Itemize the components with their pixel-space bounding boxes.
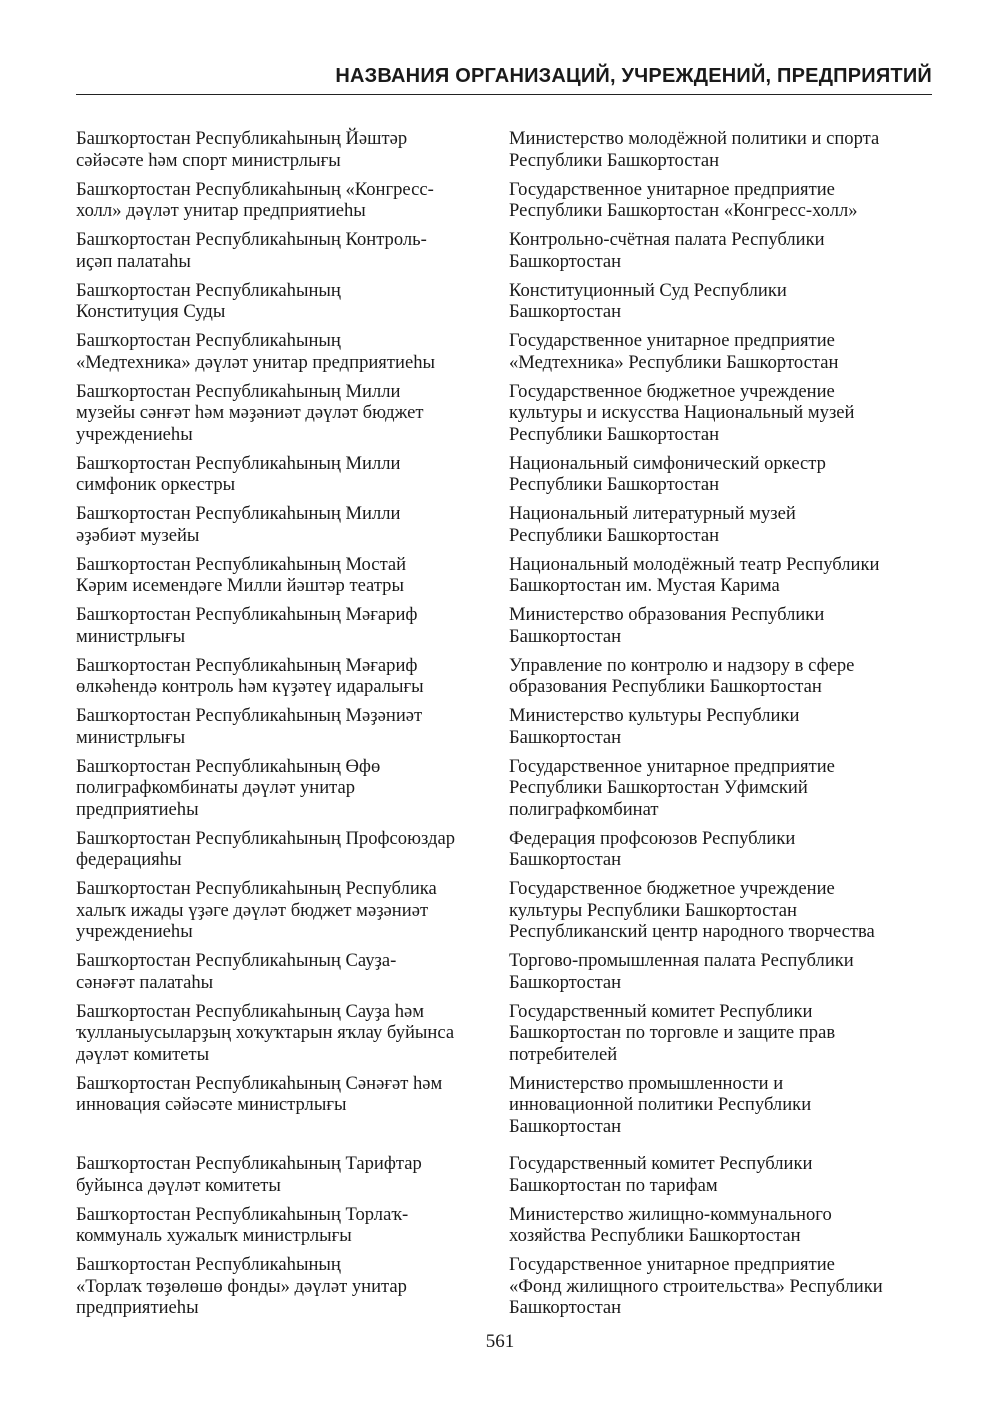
name-line: полиграфкомбинат <box>509 798 659 820</box>
entries-list <box>76 128 936 1326</box>
name-line: Кәрим исемендәге Милли йәштәр театры <box>76 575 404 596</box>
name-line: Башҡортостан Республикаһының Өфө <box>76 755 381 777</box>
name-line: Башҡортостан Республикаһының Милли <box>76 503 401 524</box>
name-line: федерацияһы <box>76 849 182 870</box>
bashkir-name <box>76 381 509 446</box>
name-line: министрлығы <box>76 726 186 748</box>
russian-name <box>509 1204 936 1247</box>
name-line: Башкортостан <box>509 971 622 993</box>
name-line: потребителей <box>509 1043 618 1065</box>
entry-row <box>76 1254 936 1319</box>
entry-row <box>76 381 936 446</box>
entry-row <box>76 878 936 943</box>
name-line: Министерство образования Республики <box>509 604 825 625</box>
name-line: Башкортостан <box>509 1115 622 1137</box>
name-line: Башҡортостан Республикаһының Мәҙәниәт <box>76 705 423 726</box>
name-line: Башҡортостан Республикаһының Милли <box>76 380 401 402</box>
bashkir-name <box>76 828 509 871</box>
name-line: холл» дәүләт унитар предприятиеһы <box>76 200 366 221</box>
entry-row <box>76 330 936 373</box>
name-line: Министерство культуры Республики <box>509 705 800 726</box>
bashkir-name <box>76 128 509 171</box>
name-line: «Торлаҡ төҙөлөшө фонды» дәүләт унитар <box>76 1275 407 1297</box>
name-line: Министерство жилищно-коммунального <box>509 1203 832 1225</box>
bashkir-name <box>76 330 509 373</box>
page-header-title: НАЗВАНИЯ ОРГАНИЗАЦИЙ, УЧРЕЖДЕНИЙ, ПРЕДПРИЯТИЙ <box>335 65 932 87</box>
name-line: Национальный литературный музей <box>509 503 796 524</box>
entry-row <box>76 1073 936 1138</box>
name-line: Башҡортостан Республикаһының Сауҙа һәм <box>76 1000 425 1022</box>
russian-name <box>509 655 936 698</box>
name-line: культуры и искусства Национальный музей <box>509 402 855 423</box>
russian-name <box>509 1001 936 1066</box>
name-line: музейы сәнғәт һәм мәҙәниәт дәүләт бюджет <box>76 402 424 423</box>
bashkir-name <box>76 1204 509 1247</box>
name-line: Республиканский центр народного творчества <box>509 921 875 942</box>
name-line: культуры Республики Башкортостан <box>509 899 797 921</box>
entry-row <box>76 828 936 871</box>
name-line: учреждениеһы <box>76 921 193 942</box>
russian-name <box>509 1073 936 1138</box>
name-line: Башкортостан по тарифам <box>509 1174 718 1196</box>
name-line: Национальный симфонический оркестр <box>509 452 826 474</box>
name-line: образования Республики Башкортостан <box>509 676 822 697</box>
russian-name <box>509 453 936 496</box>
name-line: Управление по контролю и надзору в сфере <box>509 654 855 676</box>
entry-row <box>76 1001 936 1066</box>
name-line: Башкортостан им. Мустая Карима <box>509 575 780 596</box>
bashkir-name <box>76 604 509 647</box>
entry-row <box>76 280 936 323</box>
name-line: Башҡортостан Республикаһының Мәғариф <box>76 654 418 676</box>
name-line: Башҡортостан Республикаһының Торлаҡ- <box>76 1203 409 1225</box>
russian-name <box>509 950 936 993</box>
entry-row <box>76 453 936 496</box>
russian-name <box>509 828 936 871</box>
name-line: әҙәбиәт музейы <box>76 524 200 546</box>
name-line: Торгово-промышленная палата Республики <box>509 950 854 971</box>
name-line: Государственное унитарное предприятие <box>509 330 835 351</box>
name-line: Государственное унитарное предприятие <box>509 755 835 777</box>
bashkir-name <box>76 655 509 698</box>
name-line: ҡулланыусыларҙың хоҡуҡтарын яҡлау буйынса <box>76 1022 455 1043</box>
name-line: иҫәп палатаһы <box>76 250 191 272</box>
name-line: буйынса дәүләт комитеты <box>76 1174 281 1196</box>
name-line: Башҡортостан Республикаһының <box>76 1254 341 1275</box>
entry-row <box>76 1204 936 1247</box>
entry-row <box>76 756 936 821</box>
name-line: Республики Башкортостан <box>509 474 720 495</box>
name-line: инновационной политики Республики <box>509 1094 812 1115</box>
name-line: дәүләт комитеты <box>76 1043 210 1065</box>
name-line: учреждениеһы <box>76 423 193 445</box>
name-line: халыҡ ижады үҙәге дәүләт бюджет мәҙәниәт <box>76 899 429 921</box>
entry-row <box>76 950 936 993</box>
name-line: Республики Башкортостан <box>509 524 720 546</box>
russian-name <box>509 280 936 323</box>
name-line: предприятиеһы <box>76 1297 199 1318</box>
name-line: сәнәғәт палатаһы <box>76 971 214 993</box>
name-line: Государственное бюджетное учреждение <box>509 380 835 402</box>
bashkir-name <box>76 1153 509 1196</box>
name-line: Башкортостан <box>509 625 622 647</box>
name-line: коммуналь хужалыҡ министрлығы <box>76 1225 352 1246</box>
name-line: Башкортостан <box>509 726 622 748</box>
name-line: инновация сәйәсәте министрлығы <box>76 1094 347 1115</box>
name-line: Башҡортостан Республикаһының Сауҙа- <box>76 950 397 971</box>
name-line: Башҡортостан Республикаһының Тарифтар <box>76 1153 422 1174</box>
name-line: Башҡортостан Республикаһының Йәштәр <box>76 128 408 149</box>
name-line: Контрольно-счётная палата Республики <box>509 229 825 250</box>
name-line: Башҡортостан Республикаһының Милли <box>76 452 401 474</box>
name-line: Башҡортостан Республикаһының Контроль- <box>76 229 427 250</box>
bashkir-name <box>76 1073 509 1138</box>
name-line: Министерство молодёжной политики и спорта <box>509 128 880 149</box>
russian-name <box>509 604 936 647</box>
russian-name <box>509 330 936 373</box>
entry-row <box>76 554 936 597</box>
name-line: симфоник оркестры <box>76 474 236 495</box>
name-line: Государственное унитарное предприятие <box>509 178 835 200</box>
bashkir-name <box>76 756 509 821</box>
name-line: «Фонд жилищного строительства» Республики <box>509 1275 883 1297</box>
name-line: министрлығы <box>76 625 186 647</box>
name-line: «Медтехника» дәүләт унитар предприятиеһы <box>76 351 435 373</box>
bashkir-name <box>76 554 509 597</box>
bashkir-name <box>76 878 509 943</box>
bashkir-name <box>76 503 509 546</box>
entry-row <box>76 655 936 698</box>
name-line: «Медтехника» Республики Башкортостан <box>509 351 839 373</box>
name-line: Республики Башкортостан <box>509 149 720 171</box>
bashkir-name <box>76 950 509 993</box>
name-line: хозяйства Республики Башкортостан <box>509 1225 801 1246</box>
name-line: Башҡортостан Республикаһының Мәғариф <box>76 604 418 625</box>
name-line: Республики Башкортостан Уфимский <box>509 777 808 798</box>
entry-row <box>76 705 936 748</box>
name-line: Конституция Суды <box>76 301 226 322</box>
name-line: полиграфкомбинаты дәүләт унитар <box>76 777 356 798</box>
name-line: Государственный комитет Республики <box>509 1000 813 1022</box>
bashkir-name <box>76 179 509 222</box>
russian-name <box>509 878 936 943</box>
name-line: Национальный молодёжный театр Республики <box>509 553 880 575</box>
name-line: сәйәсәте һәм спорт министрлығы <box>76 149 341 171</box>
russian-name <box>509 381 936 446</box>
name-line: Башкортостан <box>509 1297 622 1318</box>
bashkir-name <box>76 453 509 496</box>
bashkir-name <box>76 1254 509 1319</box>
name-line: Башкортостан по торговле и защите прав <box>509 1022 836 1043</box>
name-line: өлкәһендә контроль һәм күҙәтеү идаралығы <box>76 676 424 697</box>
name-line: Министерство промышленности и <box>509 1072 784 1094</box>
name-line: Башкортостан <box>509 250 622 272</box>
name-line: Башҡортостан Республикаһының <box>76 330 341 351</box>
name-line: Башҡортостан Республикаһының Сәнәғәт һәм <box>76 1072 443 1094</box>
name-line: Башҡортостан Республикаһының <box>76 279 341 301</box>
name-line: Башкортостан <box>509 849 622 870</box>
russian-name <box>509 503 936 546</box>
name-line: Государственный комитет Республики <box>509 1153 813 1174</box>
bashkir-name <box>76 229 509 272</box>
name-line: Федерация профсоюзов Республики <box>509 827 796 849</box>
entry-row <box>76 229 936 272</box>
page-number: 561 <box>485 1331 515 1352</box>
bashkir-name <box>76 705 509 748</box>
entry-row <box>76 128 936 171</box>
russian-name <box>509 1153 936 1196</box>
name-line: Башҡортостан Республикаһының Республика <box>76 878 437 899</box>
header-rule <box>76 94 932 95</box>
name-line: Государственное унитарное предприятие <box>509 1254 835 1275</box>
name-line: Башҡортостан Республикаһының «Конгресс- <box>76 178 434 200</box>
russian-name <box>509 1254 936 1319</box>
name-line: Башҡортостан Республикаһының Профсоюздар <box>76 827 456 849</box>
name-line: Республики Башкортостан <box>509 423 720 445</box>
russian-name <box>509 756 936 821</box>
name-line: Башкортостан <box>509 301 622 322</box>
name-line: Конституционный Суд Республики <box>509 279 787 301</box>
entry-row <box>76 1153 936 1196</box>
name-line: Государственное бюджетное учреждение <box>509 878 835 899</box>
russian-name <box>509 705 936 748</box>
russian-name <box>509 229 936 272</box>
entry-row <box>76 179 936 222</box>
entry-row <box>76 503 936 546</box>
name-line: Башҡортостан Республикаһының Мостай <box>76 553 407 575</box>
bashkir-name <box>76 1001 509 1066</box>
russian-name <box>509 554 936 597</box>
russian-name <box>509 179 936 222</box>
name-line: предприятиеһы <box>76 798 199 820</box>
name-line: Республики Башкортостан «Конгресс-холл» <box>509 200 858 221</box>
bashkir-name <box>76 280 509 323</box>
russian-name <box>509 128 936 171</box>
entry-row <box>76 604 936 647</box>
